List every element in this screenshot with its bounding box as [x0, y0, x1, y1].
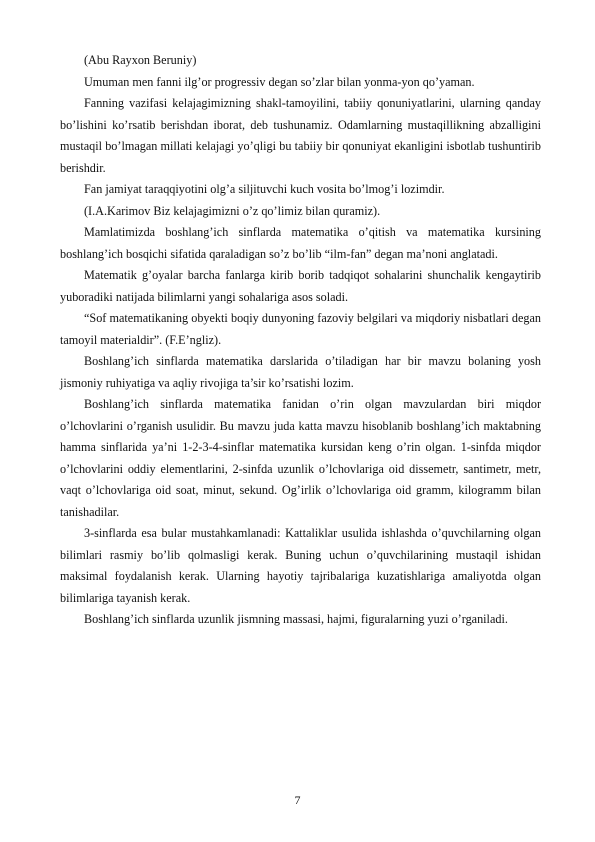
paragraph-citation-beruniy: (Abu Rayxon Beruniy): [84, 53, 197, 67]
paragraph-pure-math-quote: “Sof matematikaning obyekti boqiy dunyoning fazoviy belgilari va miqdoriy nisbatlari degan tamoyil materialdir”. (F.E’ngliz).: [60, 311, 541, 347]
page-number: 7: [294, 793, 301, 807]
paragraph-measurement-topics: Boshlang’ich sinflarda matematika fanidan o’rin olgan mavzulardan biri miqdor o’lchovlarini o’rganish usulidir. Bu mavzu juda katta mavzu hisoblanib boshlang’ich maktabning hamma sinflarida ya’ni 1-2-3-4-sinflar matematika kursidan keng o’rin olgan. 1-sinfda miqdor o’lchovlarini oddiy elementlarini, 2-sinfda uzunlik o’lchovlariga oid dissemetr, santimetr, metr, vaqt o’lchovlariga oid soat, minut, sekund. Og’irlik o’lchovlariga oid gramm, kilogramm bilan tanishadilar.: [60, 397, 541, 519]
paragraph-science-task: Fanning vazifasi kelajagimizning shakl-tamoyilini, tabiiy qonuniyatlarini, ularning qanday bo’lishini ko’rsatib berishdan iborat, deb tushunamiz. Odamlarning mustaqillikning abzalligini mustaqil bo’lmagan millati kelajagi yo’qligi bu tabiiy bir qonuniyat ekanligini isbotlab tushuntirib berishdir.: [60, 96, 541, 175]
paragraph-math-ideas: Matematik g’oyalar barcha fanlarga kirib borib tadqiqot sohalarini shunchalik kengaytirib yuboradiki natijada bilimlarni yangi sohalariga asos soladi.: [60, 268, 541, 304]
page-body: [60, 50, 541, 631]
paragraph-science-force: Fan jamiyat taraqqiyotini olg’a siljituvchi kuch vosita bo’lmog’i lozimdir.: [84, 182, 445, 196]
paragraph-grade3: 3-sinflarda esa bular mustahkamlanadi: Kattaliklar usulida ishlashda o’quvchilarning olgan bilimlari rasmiy bo’lib qolmasligi kerak. Buning uchun o’quvchilarining mustaqil ishidan maksimal foydalanish kerak. Ularning hayotiy tajribalariga kuzatishlariga amaliyotda olgan bilimlariga tayanish kerak.: [60, 526, 541, 605]
paragraph-topic-influence: Boshlang’ich sinflarda matematika darslarida o’tiladigan har bir mavzu bolaning yosh jismoniy ruhiyatiga va aqliy rivojiga ta’sir ko’rsatishi lozim.: [60, 354, 541, 390]
paragraph-citation-karimov: (I.A.Karimov Biz kelajagimizni o’z qo’limiz bilan quramiz).: [84, 203, 381, 218]
paragraph-length-mass: Boshlang’ich sinflarda uzunlik jismning massasi, hajmi, figuralarning yuzi o’rganiladi.: [84, 612, 508, 626]
paragraph-math-meaning: Mamlatimizda boshlang’ich sinflarda matematika o’qitish va matematika kursining boshlang’ich bosqichi sifatida qaraladigan so’z bo’lib “ilm-fan” degan ma’noni anglatadi.: [60, 225, 541, 261]
paragraph-progressive: Umuman men fanni ilg’or progressiv degan so’zlar bilan yonma-yon qo’yaman.: [84, 74, 475, 89]
